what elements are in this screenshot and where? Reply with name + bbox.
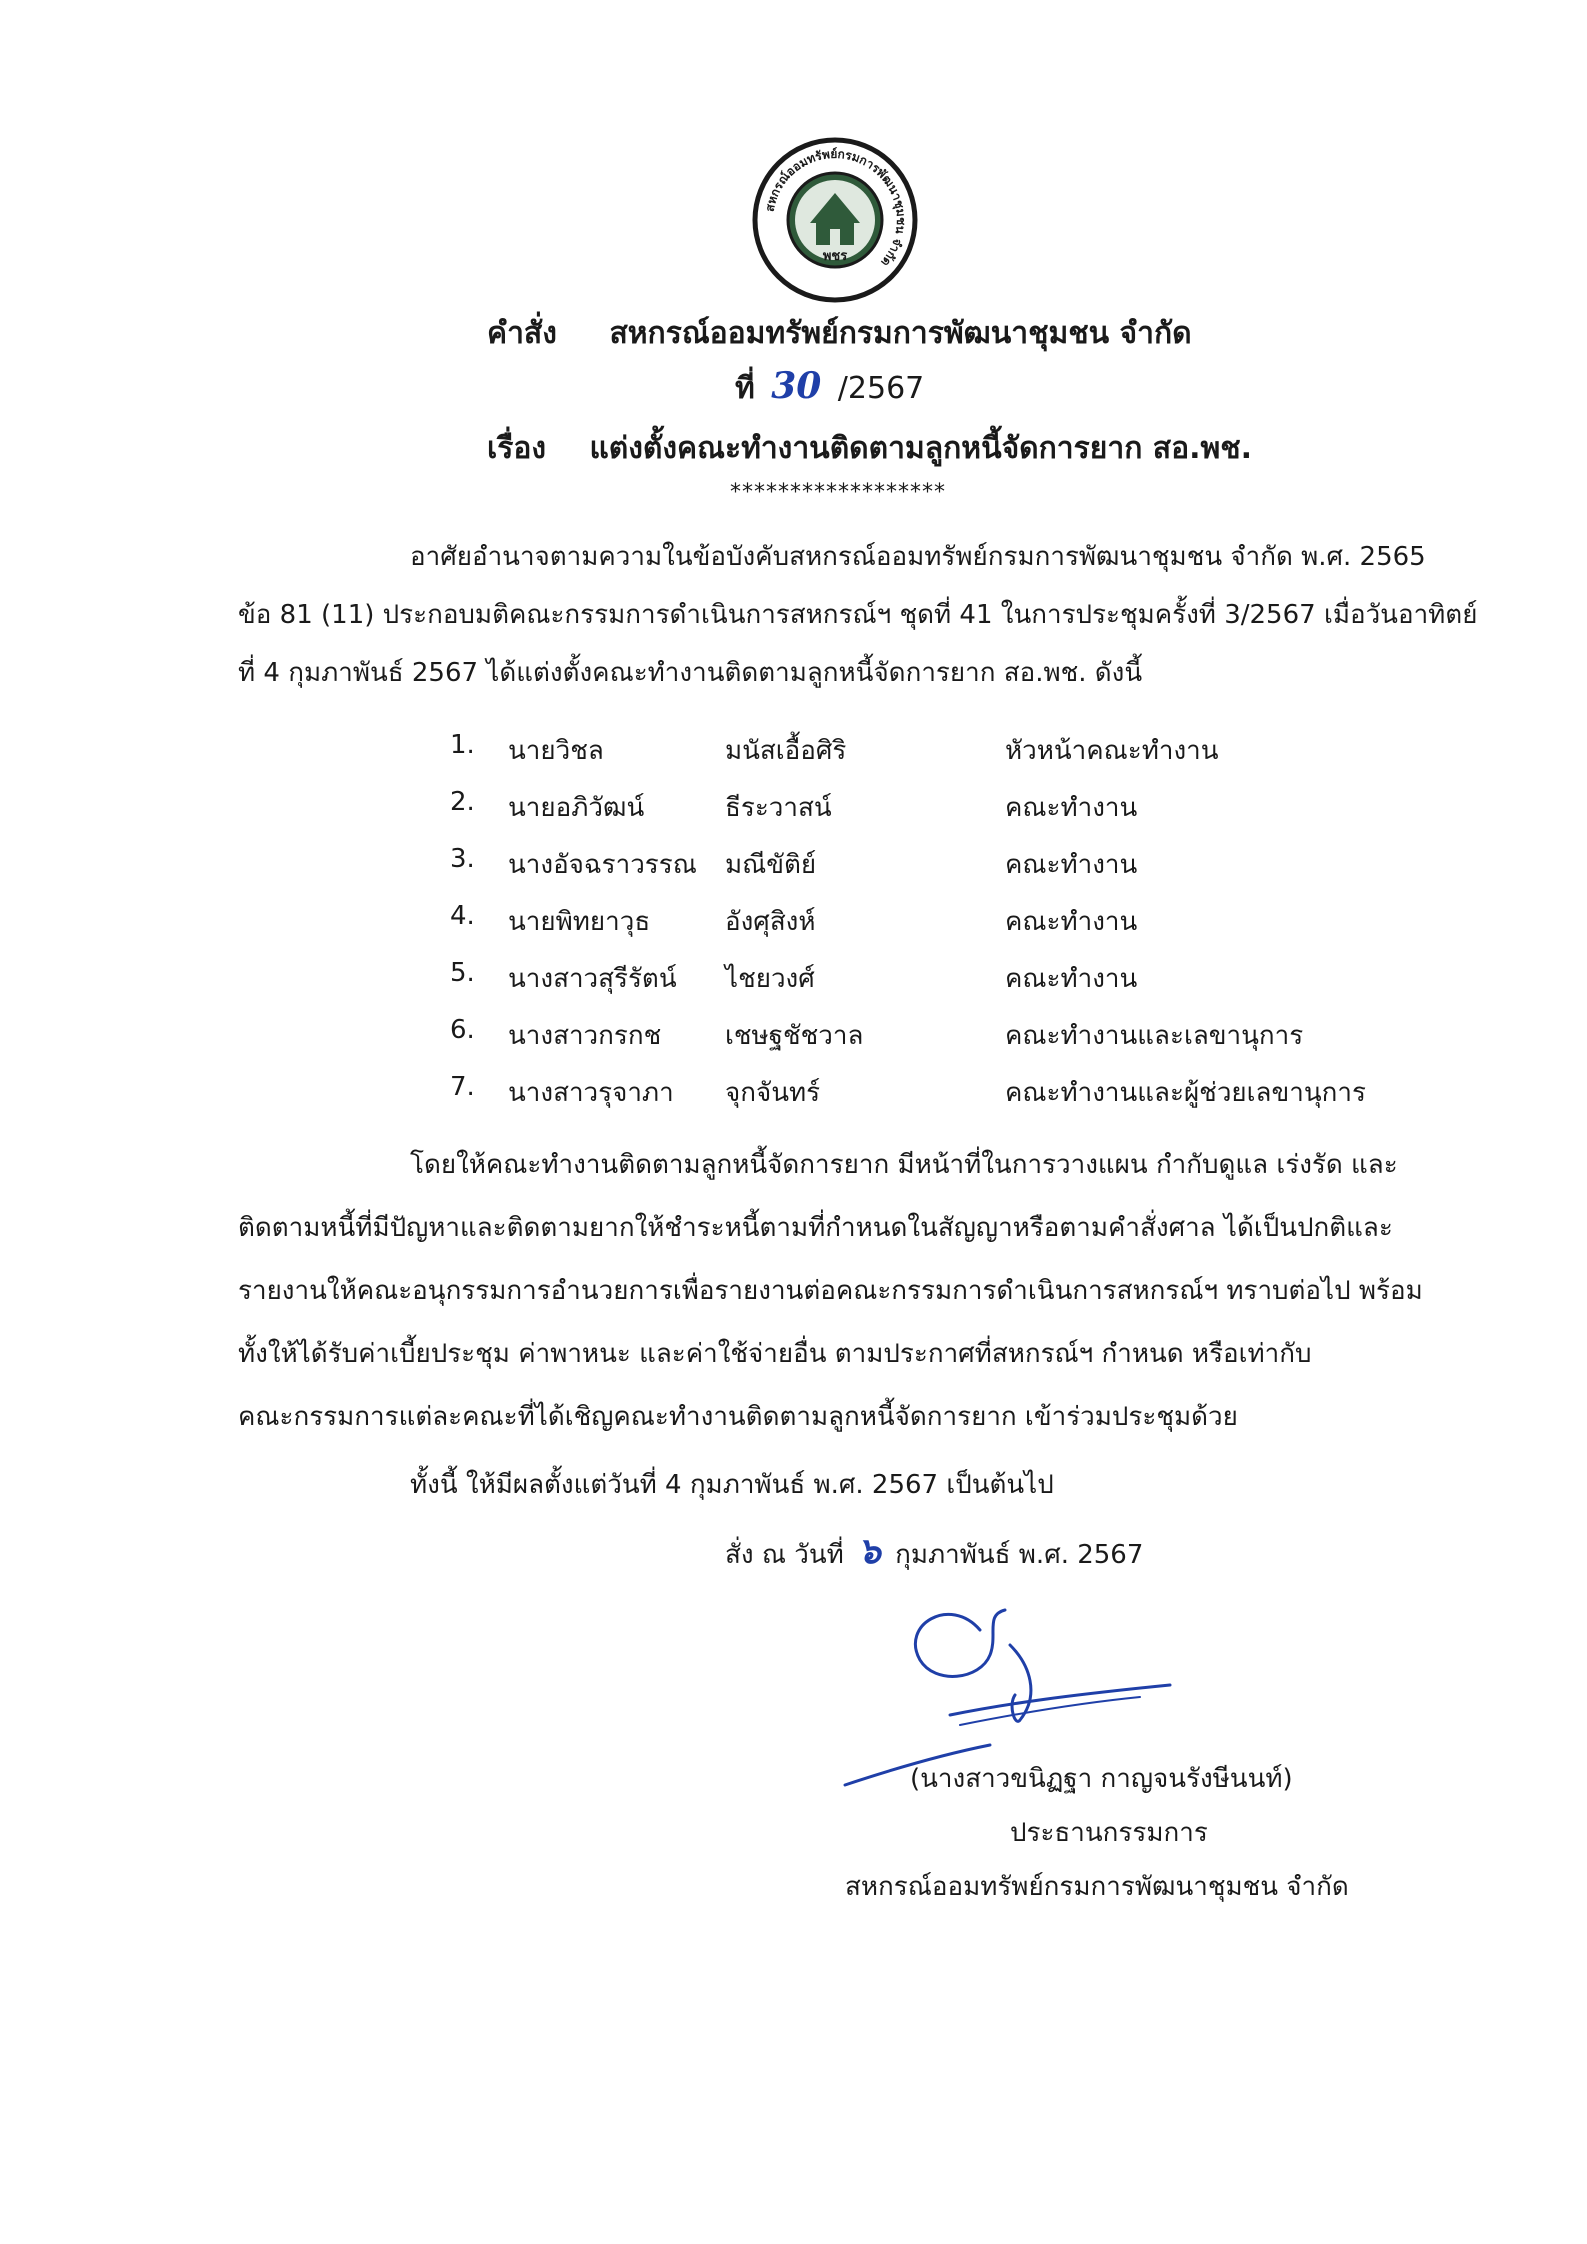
order-label: คำสั่ง	[487, 316, 557, 351]
member-first-name: นางสาวกรกช	[508, 1021, 662, 1051]
order-heading	[487, 310, 1192, 357]
subject-text: แต่งตั้งคณะทำงานติดตามลูกหนี้จัดการยาก สอ.พช.	[589, 431, 1253, 466]
member-role: คณะทำงาน	[1005, 907, 1138, 937]
member-first-name: นางสาวสุรีรัตน์	[508, 964, 677, 994]
number-label: ที่	[735, 371, 755, 406]
duties-line-1: โดยให้คณะทำงานติดตามลูกหนี้จัดการยาก มีหน้าที่ในการวางแผน กำกับดูแล เร่งรัด และ	[410, 1150, 1398, 1180]
member-role: คณะทำงาน	[1005, 850, 1138, 880]
order-date-suffix: กุมภาพันธ์ พ.ศ. 2567	[895, 1540, 1144, 1570]
order-date	[725, 1522, 1143, 1579]
member-role: หัวหน้าคณะทำงาน	[1005, 736, 1219, 766]
member-first-name: นายพิทยาวุธ	[508, 907, 651, 937]
member-first-name: นายอภิวัฒน์	[508, 793, 645, 823]
member-first-name: นายวิชล	[508, 736, 604, 766]
order-number	[735, 365, 924, 412]
order-year: /2567	[837, 371, 925, 406]
signer-position: ประธานกรรมการ	[1010, 1818, 1208, 1848]
handwritten-order-number: 30	[771, 365, 822, 407]
duties-line-4: ทั้งให้ได้รับค่าเบี้ยประชุม ค่าพาหนะ และค่าใช้จ่ายอื่น ตามประกาศที่สหกรณ์ฯ กำหนด หรือเท่ากับ	[238, 1339, 1312, 1369]
member-role: คณะทำงานและผู้ช่วยเลขานุการ	[1005, 1078, 1366, 1108]
member-last-name: อังศุสิงห์	[725, 907, 816, 937]
member-role: คณะทำงาน	[1005, 793, 1138, 823]
order-date-prefix: สั่ง ณ วันที่	[725, 1540, 844, 1570]
intro-line-3: ที่ 4 กุมภาพันธ์ 2567 ได้แต่งตั้งคณะทำงานติดตามลูกหนี้จัดการยาก สอ.พช. ดังนี้	[238, 658, 1143, 688]
member-number: 5.	[450, 958, 475, 988]
duties-line-3: รายงานให้คณะอนุกรรมการอำนวยการเพื่อรายงานต่อคณะกรรมการดำเนินการสหกรณ์ฯ ทราบต่อไป พร้อม	[238, 1276, 1423, 1306]
handwritten-day: ๖	[858, 1530, 881, 1572]
intro-line-2: ข้อ 81 (11) ประกอบมติคณะกรรมการดำเนินการสหกรณ์ฯ ชุดที่ 41 ในการประชุมครั้งที่ 3/2567 เมื่อวันอาทิตย์	[238, 600, 1478, 630]
effective-date: ทั้งนี้ ให้มีผลตั้งแต่วันที่ 4 กุมภาพันธ์ พ.ศ. 2567 เป็นต้นไป	[410, 1470, 1054, 1500]
member-number: 6.	[450, 1015, 475, 1045]
member-last-name: มณีขัติย์	[725, 850, 817, 880]
logo-center-text: พชร	[822, 249, 848, 264]
signer-organization: สหกรณ์ออมทรัพย์กรมการพัฒนาชุมชน จำกัด	[845, 1872, 1349, 1902]
member-number: 1.	[450, 730, 475, 760]
member-role: คณะทำงานและเลขานุการ	[1005, 1021, 1304, 1051]
member-role: คณะทำงาน	[1005, 964, 1138, 994]
member-number: 3.	[450, 844, 475, 874]
member-number: 4.	[450, 901, 475, 931]
subject-row	[487, 425, 1252, 472]
member-first-name: นางสาวรุจาภา	[508, 1078, 674, 1108]
org-name: สหกรณ์ออมทรัพย์กรมการพัฒนาชุมชน จำกัด	[609, 316, 1192, 351]
cooperative-logo	[750, 135, 920, 305]
intro-line-1: อาศัยอำนาจตามความในข้อบังคับสหกรณ์ออมทรัพย์กรมการพัฒนาชุมชน จำกัด พ.ศ. 2565	[410, 542, 1426, 572]
subject-label: เรื่อง	[487, 431, 547, 466]
signer-name: (นางสาวขนิฏฐา กาญจนรังษีนนท์)	[910, 1764, 1293, 1794]
logo-ring-text: สหกรณ์ออมทรัพย์กรมการพัฒนาชุมชน จำกัด	[762, 146, 909, 270]
member-first-name: นางอัจฉราวรรณ	[508, 850, 697, 880]
member-last-name: ธีระวาสน์	[725, 793, 832, 823]
member-last-name: มนัสเอื้อศิริ	[725, 736, 847, 766]
separator: ******************	[730, 480, 946, 505]
member-last-name: เชษฐชัชวาล	[725, 1021, 864, 1051]
member-number: 7.	[450, 1072, 475, 1102]
duties-line-2: ติดตามหนี้ที่มีปัญหาและติดตามยากให้ชำระหนี้ตามที่กำหนดในสัญญาหรือตามคำสั่งศาล ได้เป็นปกติและ	[238, 1213, 1393, 1243]
member-last-name: ไชยวงศ์	[725, 964, 815, 994]
duties-line-5: คณะกรรมการแต่ละคณะที่ได้เชิญคณะทำงานติดตามลูกหนี้จัดการยาก เข้าร่วมประชุมด้วย	[238, 1402, 1238, 1432]
member-last-name: จุกจันทร์	[725, 1078, 821, 1108]
member-number: 2.	[450, 787, 475, 817]
